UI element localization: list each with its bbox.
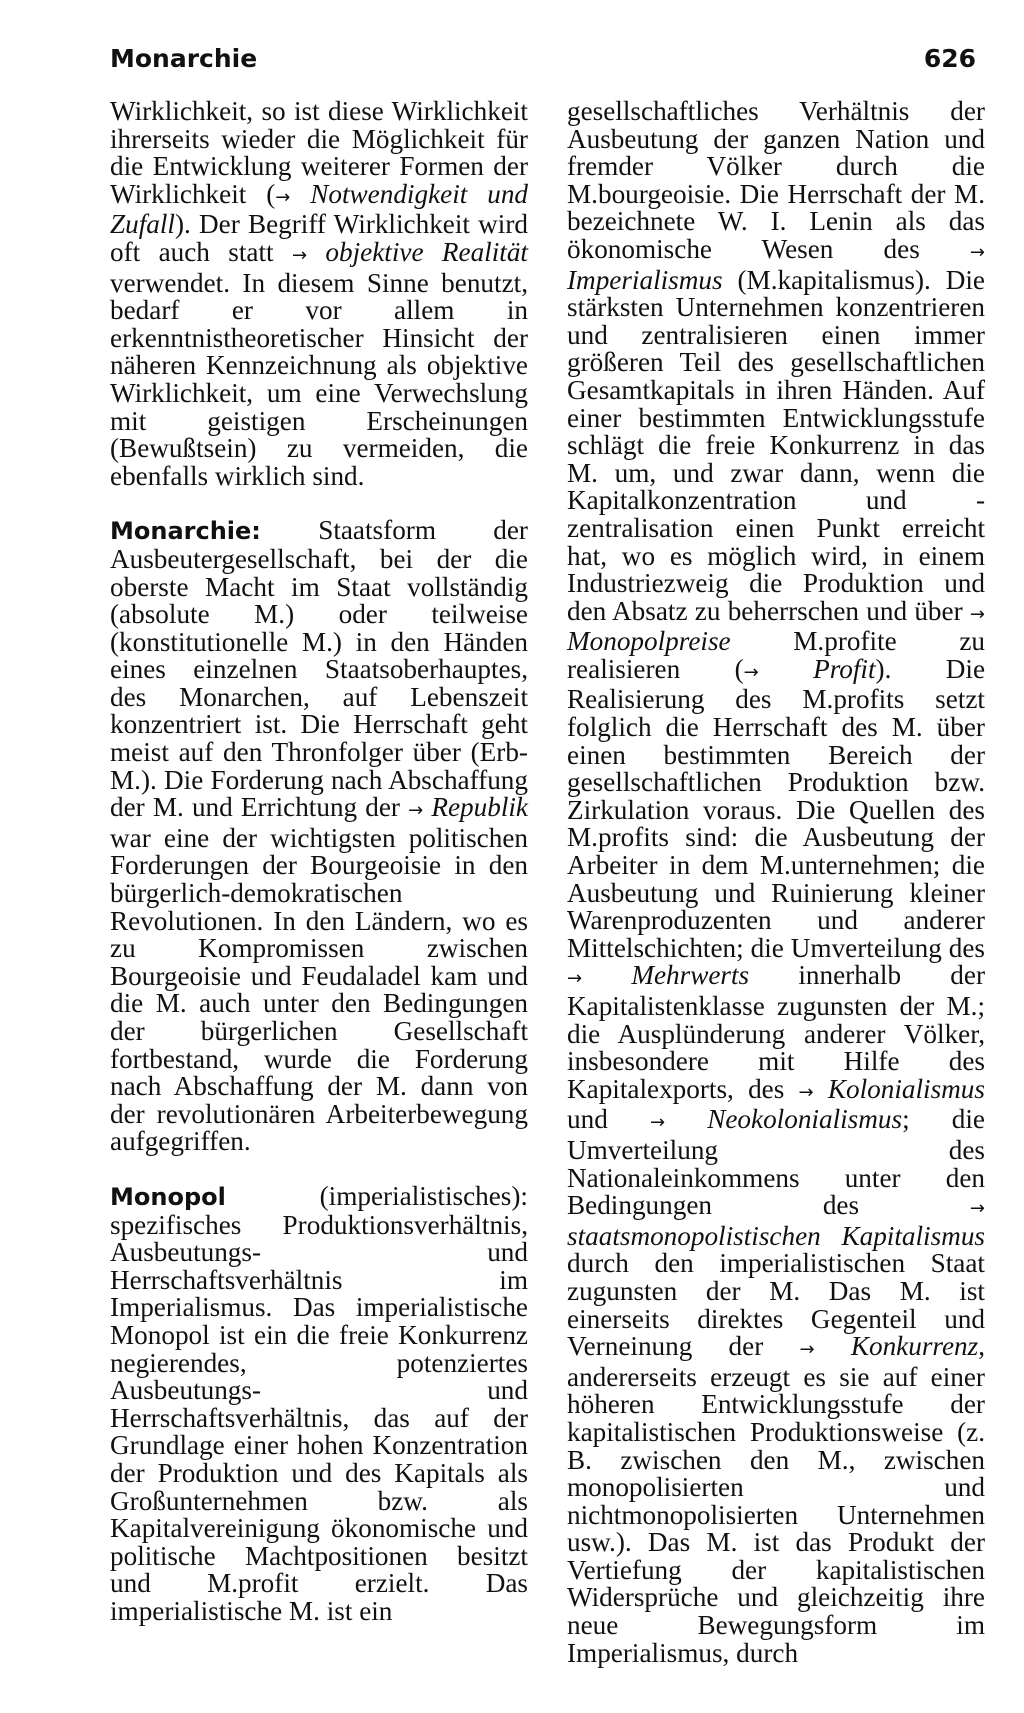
- entry-monopol: [110, 1180, 528, 1626]
- arrow-icon: →: [798, 1081, 814, 1103]
- cross-reference: Konkurrenz: [850, 1331, 979, 1362]
- text-run: war eine der wichtigsten politischen Forderungen der Bourgeoisie in den bürgerlich-demokratischen Revolutionen. In den Ländern, wo es zu Kompromissen zwischen Bourgeoisie und Feudaladel kam und die M. auch unter den Bedingungen der bürgerlichen Gesellschaft fortbestand, wurde die Forderung nach Abschaffung der M. dann von der revolutionären Arbeiterbewegung aufgegriffen.: [110, 822, 528, 1157]
- arrow-icon: →: [969, 1198, 985, 1220]
- cross-reference: Profit: [813, 653, 876, 684]
- text-run: (M.kapitalismus). Die stärksten Unternehmen konzentrieren und zentralisieren einen immer größeren Teil des gesellschaftlichen Gesamtkapitals in ihren Händen. Auf einer bestimmten Entwicklungsstufe schlägt die freie Konkurrenz in das M. um, und zwar dann, wenn die Kapitalkonzentration und -zentralisation einen Punkt erreicht hat, wo es möglich wird, in einem Industriezweig die Produktion und den Absatz zu beherrschen und über: [567, 264, 985, 626]
- text-run: M.profite zu realisieren (: [567, 626, 985, 684]
- entry-monopol-continued: [567, 98, 985, 1667]
- text-run: gesellschaftliches Verhältnis der Ausbeutung der ganzen Nation und fremder Völker durch die M.bourgeoisie. Die Herrschaft der M. bezeichnete W. I. Lenin als das ökonomische Wesen des: [567, 96, 985, 264]
- text-run: ; die Umverteilung des Nationaleinkommens unter den Bedingungen des: [567, 1104, 985, 1221]
- arrow-icon: →: [408, 800, 424, 822]
- cross-reference: objektive Realität: [325, 236, 528, 267]
- cross-reference: staatsmonopolistischen Kapitalismus: [567, 1220, 985, 1251]
- text-run: (imperialistisches): spezifisches Produktionsverhältnis, Ausbeutungs- und Herrschaftsverhältnis im Imperialismus. Das imperialistische Monopol ist ein die freie Konkurrenz negierendes, potenziertes Ausbeutungs- und Herrschaftsverhältnis, das auf der Grundlage einer hohen Konzentration der Produktion und des Kapitals als Großunternehmen bzw. als Kapitalvereinigung ökonomische und politische Machtpositionen besitzt und M.profit erzielt. Das imperialistische M. ist ein: [110, 1180, 528, 1626]
- headword: Monopol: [110, 1182, 226, 1211]
- cross-reference: Mehrwerts: [631, 960, 750, 991]
- continuation-paragraph: [110, 98, 528, 490]
- text-run: ). Die Realisierung des M.profits setzt folglich die Herrschaft des M. über einen bestimmten Bereich der gesellschaftlichen Produktion bzw. Zirkulation voraus. Die Quellen des M.profits sind: die Ausbeutung der Arbeiter in dem M.unternehmen; die Ausbeutung und Ruinierung kleiner Warenproduzenten und anderer Mittelschichten; die Umverteilung des: [567, 653, 986, 963]
- arrow-icon: →: [799, 1339, 815, 1361]
- text-run: durch den imperialistischen Staat zugunsten der M. Das M. ist einerseits direktes Gegenteil und Verneinung der: [567, 1248, 985, 1362]
- left-column: [110, 98, 528, 1625]
- arrow-icon: →: [969, 603, 985, 625]
- cross-reference: Notwendigkeit und Zufall: [110, 178, 529, 240]
- arrow-icon: →: [275, 186, 291, 208]
- text-run: und: [567, 1104, 650, 1135]
- text-run: [815, 1331, 851, 1361]
- running-head: Monarchie: [110, 44, 258, 73]
- right-column: [567, 98, 985, 1667]
- entry-monarchie: [110, 517, 528, 1156]
- arrow-icon: →: [291, 244, 308, 266]
- text-run: [290, 179, 310, 209]
- cross-reference: Monopolpreise: [567, 626, 731, 657]
- cross-reference: Republik: [431, 792, 528, 823]
- arrow-icon: →: [567, 968, 583, 990]
- cross-reference: Neokolonialismus: [707, 1104, 903, 1135]
- page-number: 626: [923, 44, 976, 73]
- text-run: Wirklichkeit, so ist diese Wirklichkeit ihrerseits wieder die Möglichkeit für die Entwicklung weiterer Formen der Wirklichkeit (: [110, 96, 528, 209]
- text-run: [814, 1074, 828, 1104]
- text-run: , andererseits erzeugt es sie auf einer höheren Entwicklungsstufe der kapitalistischen Produktionsweise (z. B. zwischen den M., zwischen monopolisierten und nichtmonopolisierten Unternehmen usw.). Das M. ist das Produkt der Vertiefung der kapitalistischen Widersprüche und gleichzeitig ihre neue Bewegungsform im Imperialismus, durch: [567, 1331, 986, 1668]
- text-run: [759, 654, 813, 684]
- text-run: [582, 960, 631, 990]
- text-run: [665, 1104, 707, 1134]
- headword: Monarchie:: [110, 517, 261, 546]
- text-run: innerhalb der Kapitalistenklasse zugunsten der M.; die Ausplünderung anderer Völker, insbesondere mit Hilfe des Kapitalexports, des: [567, 960, 985, 1104]
- text-run: ). Der Begriff Wirklichkeit wird oft auch statt: [110, 209, 528, 267]
- arrow-icon: →: [649, 1112, 666, 1134]
- text-run: Staatsform der Ausbeutergesellschaft, bei der die oberste Macht im Staat vollständig (absolute M.) oder teilweise (konstitutionelle M.) in den Händen eines einzelnen Staatsoberhauptes, des Monarchen, auf Lebenszeit konzentriert ist. Die Herrschaft geht meist auf den Thronfolger über (Erb-M.). Die Forderung nach Abschaffung der M. und Errichtung der: [110, 515, 528, 823]
- arrow-icon: →: [743, 661, 759, 683]
- arrow-icon: →: [969, 241, 985, 263]
- text-run: [307, 237, 325, 267]
- text-run: verwendet. In diesem Sinne benutzt, bedarf er vor allem in erkenntnistheoretischer Hinsicht der näheren Kennzeichnung als objektive Wirklichkeit, um eine Verwechslung mit geistigen Erscheinungen (Bewußtsein) zu vermeiden, die ebenfalls wirklich sind.: [110, 267, 528, 491]
- cross-reference: Imperialismus: [567, 264, 723, 295]
- cross-reference: Kolonialismus: [827, 1073, 985, 1104]
